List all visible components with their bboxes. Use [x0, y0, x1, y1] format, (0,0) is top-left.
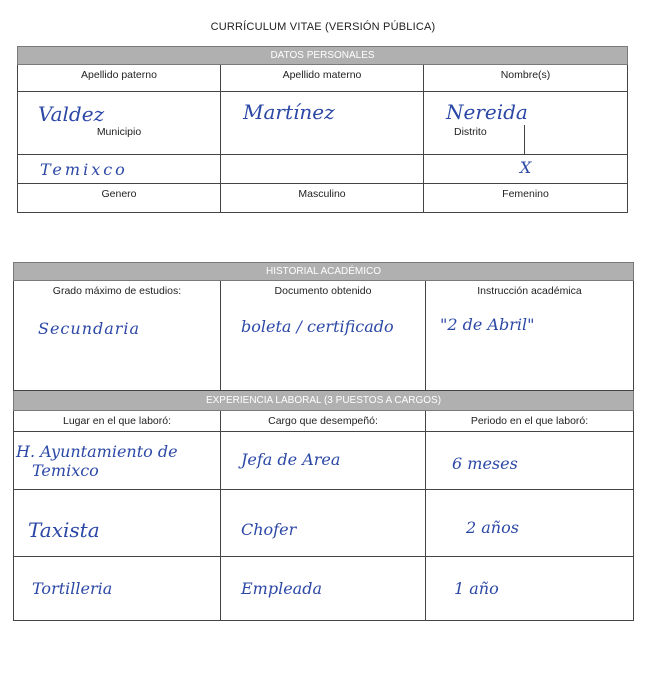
masculino-label: Masculino	[221, 183, 424, 212]
document-title: CURRÍCULUM VITAE (VERSIÓN PÚBLICA)	[210, 21, 436, 33]
distrito-divider	[524, 125, 627, 154]
table-row	[14, 490, 634, 557]
cargo-value: Chofer	[241, 520, 297, 539]
instruccion-label: Instrucción académica	[477, 285, 582, 297]
lugar-value: H. Ayuntamiento de	[16, 442, 178, 461]
periodo-label: Periodo en el que laboró:	[426, 411, 634, 432]
cargo-value: Empleada	[241, 579, 322, 598]
lugar-label: Lugar en el que laboró:	[14, 411, 221, 432]
grado-value: Secundaria	[38, 319, 141, 338]
periodo-value: 1 año	[454, 579, 499, 598]
genero-label: Genero	[18, 183, 221, 212]
grado-label: Grado máximo de estudios:	[52, 285, 182, 297]
distrito-value: X	[519, 157, 532, 177]
documento-label: Documento obtenido	[274, 285, 372, 297]
lugar-value: Tortilleria	[32, 579, 113, 598]
blank-value	[221, 154, 424, 183]
lugar-value-line2: Temixco	[32, 461, 99, 480]
femenino-label: Femenino	[424, 183, 628, 212]
periodo-value: 2 años	[466, 518, 519, 537]
documento-value: boleta / certificado	[241, 317, 394, 336]
datos-personales-header: DATOS PERSONALES	[18, 47, 628, 65]
distrito-label: Distrito	[454, 126, 487, 138]
cargo-label: Cargo que desempeñó:	[221, 411, 426, 432]
lugar-value: Taxista	[28, 518, 100, 542]
instruccion-value: "2 de Abril"	[440, 315, 535, 334]
historial-academico-header: HISTORIAL ACADÉMICO	[14, 263, 634, 281]
municipio-label: Municipio	[18, 126, 221, 154]
blank-label	[221, 126, 424, 154]
table-row	[14, 432, 634, 490]
nombre-value: Nereida	[446, 100, 528, 124]
apellido-paterno-label: Apellido paterno	[18, 65, 221, 92]
apellido-paterno-value: Valdez	[38, 102, 105, 126]
nombre-label: Nombre(s)	[424, 65, 628, 92]
datos-personales-table	[17, 46, 628, 213]
cargo-value: Jefa de Area	[241, 450, 341, 469]
experiencia-laboral-header: EXPERIENCIA LABORAL (3 PUESTOS A CARGOS)	[14, 391, 634, 411]
municipio-value: Temixco	[40, 159, 128, 179]
periodo-value: 6 meses	[452, 454, 518, 473]
apellido-materno-label: Apellido materno	[221, 65, 424, 92]
table-row	[14, 557, 634, 621]
historial-experiencia-table	[13, 262, 634, 621]
apellido-materno-value: Martínez	[243, 100, 335, 124]
